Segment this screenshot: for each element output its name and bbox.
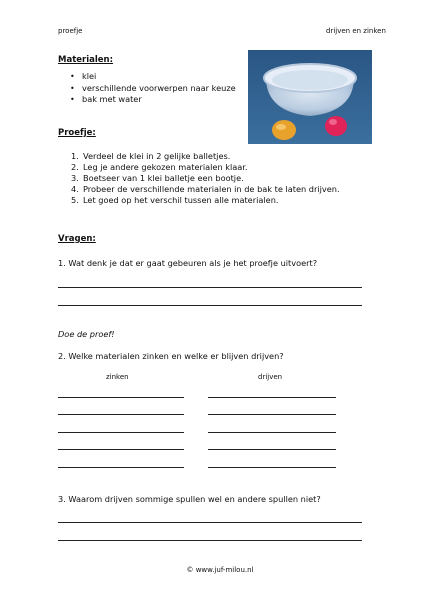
question-1: 1. Wat denk je dat er gaat gebeuren als je het proefje uitvoert? bbox=[58, 258, 318, 268]
sink-answer-line[interactable] bbox=[58, 467, 184, 468]
step-number: 4. bbox=[71, 184, 79, 194]
do-experiment-note: Doe de proef! bbox=[58, 329, 115, 339]
list-item bbox=[71, 195, 340, 206]
sink-answer-line[interactable] bbox=[58, 414, 184, 415]
float-answer-line[interactable] bbox=[208, 414, 336, 415]
experiment-photo bbox=[248, 50, 372, 144]
step-text: Probeer de verschillende materialen in de bak te laten drijven. bbox=[83, 184, 340, 194]
question-3: 3. Waarom drijven sommige spullen wel en andere spullen niet? bbox=[58, 494, 321, 504]
footer-copyright: © www.juf-milou.nl bbox=[186, 566, 254, 574]
step-text: Verdeel de klei in 2 gelijke balletjes. bbox=[83, 151, 231, 161]
list-item: • bak met water bbox=[70, 94, 236, 106]
question-2: 2. Welke materialen zinken en welke er blijven drijven? bbox=[58, 351, 284, 361]
answer-line[interactable] bbox=[58, 522, 362, 523]
answer-line[interactable] bbox=[58, 287, 362, 288]
list-item bbox=[71, 184, 340, 195]
float-answer-line[interactable] bbox=[208, 397, 336, 398]
materials-title: Materialen: bbox=[58, 55, 113, 65]
list-item bbox=[71, 162, 340, 173]
step-number: 3. bbox=[71, 173, 79, 183]
step-text: Boetseer van 1 klei balletje een bootje. bbox=[83, 173, 244, 183]
list-item: • verschillende voorwerpen naar keuze bbox=[70, 83, 236, 95]
float-answer-line[interactable] bbox=[208, 432, 336, 433]
step-text: Let goed op het verschil tussen alle materialen. bbox=[83, 195, 279, 205]
column-sink-label: zinken bbox=[106, 373, 129, 381]
sink-answer-line[interactable] bbox=[58, 432, 184, 433]
answer-line[interactable] bbox=[58, 305, 362, 306]
sink-answer-line[interactable] bbox=[58, 449, 184, 450]
materials-list bbox=[70, 71, 236, 106]
questions-title: Vragen: bbox=[58, 234, 96, 244]
header-right: drijven en zinken bbox=[326, 27, 386, 35]
list-item: • klei bbox=[70, 71, 236, 83]
header-left: proefje bbox=[58, 27, 83, 35]
answer-line[interactable] bbox=[58, 540, 362, 541]
step-number: 5. bbox=[71, 195, 79, 205]
bowl-and-clay-image bbox=[248, 50, 372, 144]
step-number: 2. bbox=[71, 162, 79, 172]
sink-answer-line[interactable] bbox=[58, 397, 184, 398]
steps-list bbox=[71, 151, 340, 206]
step-number: 1. bbox=[71, 151, 79, 161]
list-item bbox=[71, 151, 340, 162]
list-item bbox=[71, 173, 340, 184]
float-answer-line[interactable] bbox=[208, 467, 336, 468]
step-text: Leg je andere gekozen materialen klaar. bbox=[83, 162, 248, 172]
float-answer-line[interactable] bbox=[208, 449, 336, 450]
experiment-title: Proefje: bbox=[58, 128, 96, 138]
column-float-label: drijven bbox=[258, 373, 283, 381]
